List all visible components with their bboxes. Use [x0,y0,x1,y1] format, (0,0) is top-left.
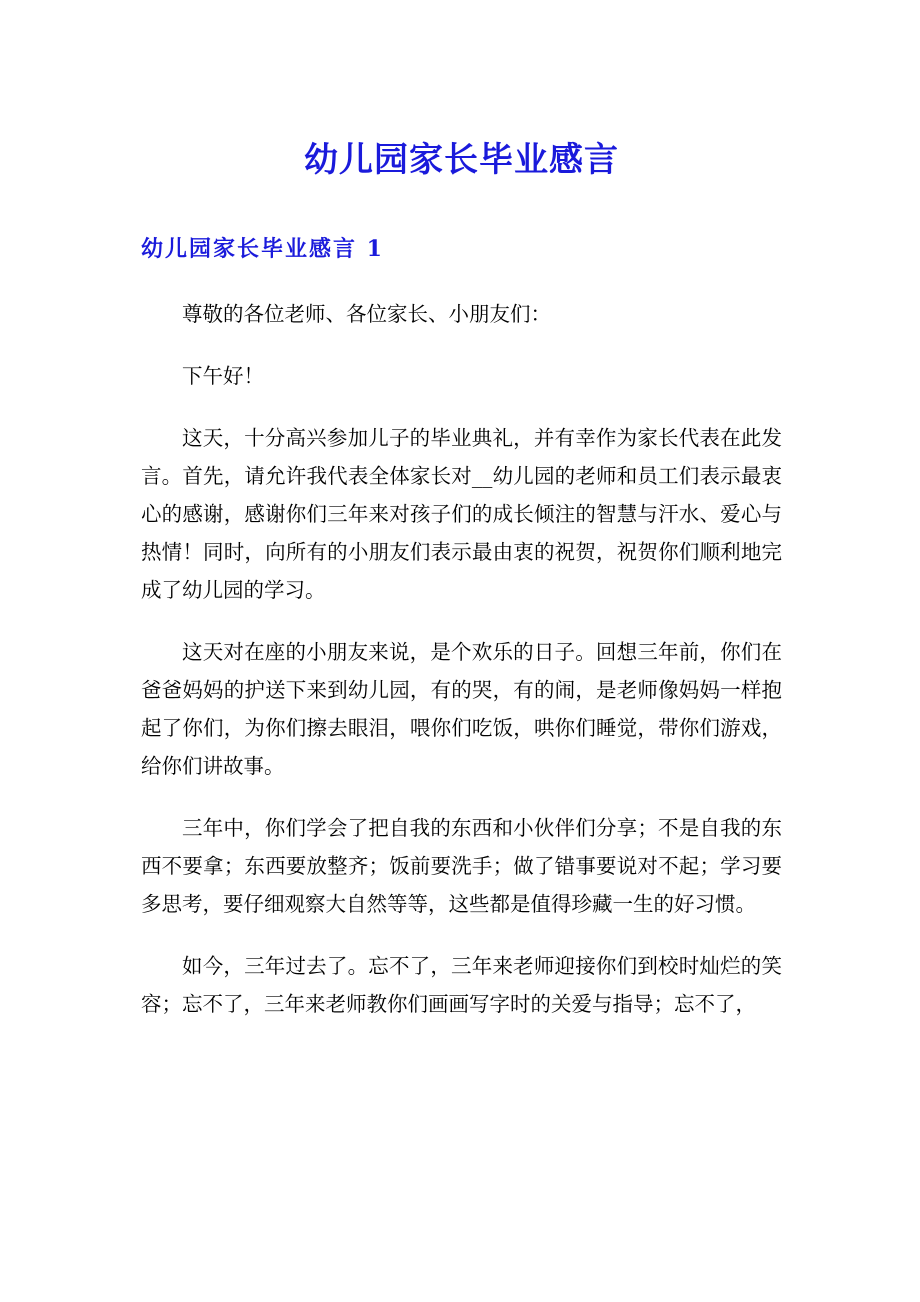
section-1 [141,234,782,1023]
document-title: 幼儿园家长毕业感言 [304,140,619,180]
section-body [141,295,782,1023]
paragraph: 如今，三年过去了。忘不了，三年来老师迎接你们到校时灿烂的笑容；忘不了，三年来老师教你们画画写字时的关爱与指导；忘不了， [141,954,782,1016]
paragraph: 这天，十分高兴参加儿子的毕业典礼，并有幸作为家长代表在此发言。首先，请允许我代表全体家长对__幼儿园的老师和员工们表示最衷心的感谢，感谢你们三年来对孩子们的成长倾注的智慧与汗水、爱心与热情！同时，向所有的小朋友们表示最由衷的祝贺，祝贺你们顺利地完成了幼儿园的学习。 [141,426,782,602]
section-heading: 幼儿园家长毕业感言 1 [141,236,384,262]
paragraph: 这天对在座的小朋友来说，是个欢乐的日子。回想三年前，你们在爸爸妈妈的护送下来到幼儿园，有的哭，有的闹，是老师像妈妈一样抱起了你们，为你们擦去眼泪，喂你们吃饭，哄你们睡觉，带你们游戏，给你们讲故事。 [141,640,782,778]
paragraph-greeting: 下午好！ [182,364,264,388]
paragraph-salutation: 尊敬的各位老师、各位家长、小朋友们： [182,302,551,326]
paragraph: 三年中，你们学会了把自我的东西和小伙伴们分享；不是自我的东西不要拿；东西要放整齐；饭前要洗手；做了错事要说对不起；学习要多思考，要仔细观察大自然等等，这些都是值得珍藏一生的好习惯。 [141,816,782,916]
